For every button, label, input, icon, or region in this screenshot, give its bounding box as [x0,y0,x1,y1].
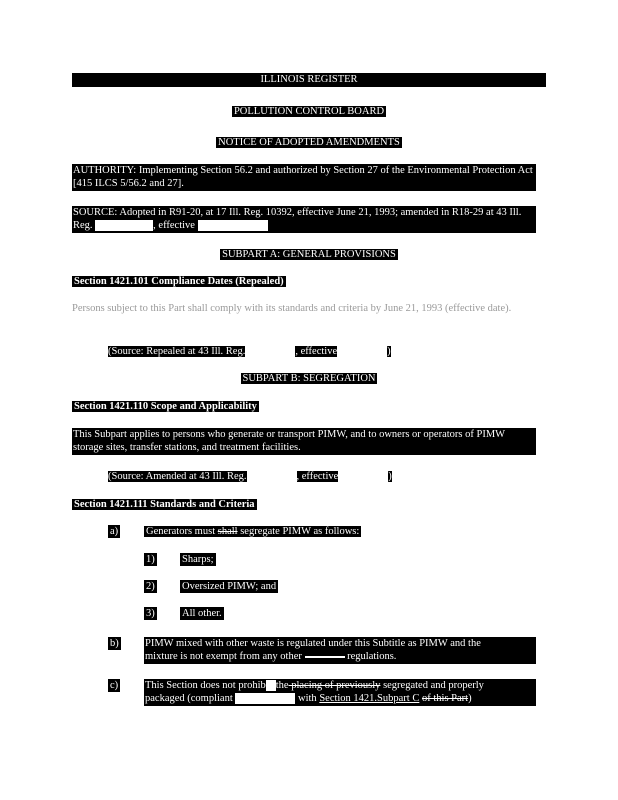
sec-101-row [72,275,546,288]
sec-111-b-text [144,637,536,664]
sec-101-text: Persons subject to this Part shall comply with its standards and criteria by June 21, 1993 (effective date). [72,303,512,314]
register-title: ILLINOIS REGISTER [260,74,358,85]
sec-110-text: This Subpart applies to persons who generate or transport PIMW, and to owners or operators of PIMW storage sites, transfer stations, and treatment facilities. [72,428,536,455]
source-blank-2 [198,220,268,231]
sec-111-b-line-2: mixture is not exempt from any other regulations. [145,651,397,662]
sec-110-row [72,400,546,413]
sec-111-heading: Section 1421.111 Standards and Criteria [74,499,255,510]
sec-110-blank-1 [247,471,297,482]
sec-101-heading: Section 1421.101 Compliance Dates (Repealed) [74,276,284,287]
sec-111-b-line-1: PIMW mixed with other waste is regulated under this Subtitle as PIMW and the [145,638,481,649]
item-3-label: 3) [146,608,155,619]
sec-111-a-text: Generators must shall segregate PIMW as follows: [146,526,360,537]
sec-111-c-line-1: This Section does not prohib the placing of previously segregated and properly [145,680,484,691]
sec-111-c-blank [235,693,295,704]
sec-111-b-label: b) [110,638,119,649]
item-1-label: 1) [146,554,155,565]
sec-111-b-blank [305,656,345,658]
source-text: SOURCE: Adopted in R91-20, at 17 Ill. Reg. 10392, effective June 21, 1993; amended in R18-29 at 43 Ill. Reg. [73,207,522,231]
subpart-b-heading: SUBPART B: SEGREGATION [242,373,376,384]
sec-110-source-row [108,470,438,483]
source-paragraph [72,206,536,233]
sec-111-c-line-2: packaged (compliant with Section 1421.Subpart C of this Part) [145,693,472,704]
sec-110-heading: Section 1421.110 Scope and Applicability [74,401,257,412]
authority-paragraph: AUTHORITY: Implementing Section 56.2 and authorized by Section 27 of the Environmental Protection Act [415 ILCS 5/56.2 and 27]. [72,164,536,191]
sec-110-source: (Source: Amended at 43 Ill. Reg. , effective ) [108,471,392,482]
subpart-b-row [72,372,546,385]
item-3-text: All other. [182,608,222,619]
subpart-a-heading: SUBPART A: GENERAL PROVISIONS [222,249,396,260]
sec-101-blank-2 [337,346,387,357]
sec-111-a-row [144,525,534,538]
sec-111-c-label: c) [110,680,119,691]
item-2-label: 2) [146,581,155,592]
sec-101-source-row [108,345,438,358]
sec-111-c-text [144,679,536,706]
sec-111-row [72,498,546,511]
subpart-a-row [72,248,546,261]
board-title-row [72,105,546,118]
item-2-text: Oversized PIMW; and [182,581,277,592]
sec-101-blank-1 [245,346,295,357]
source-blank-1 [95,220,153,231]
notice-title-row [72,136,546,149]
sec-110-blank-2 [338,471,388,482]
sec-111-a-label: a) [110,526,119,537]
item-1-text: Sharps; [182,554,214,565]
board-title: POLLUTION CONTROL BOARD [233,106,385,117]
notice-title: NOTICE OF ADOPTED AMENDMENTS [218,137,400,148]
source-effective: , effective [153,220,195,231]
sec-101-source: (Source: Repealed at 43 Ill. Reg. , effective ) [108,346,391,357]
register-header [72,73,546,87]
